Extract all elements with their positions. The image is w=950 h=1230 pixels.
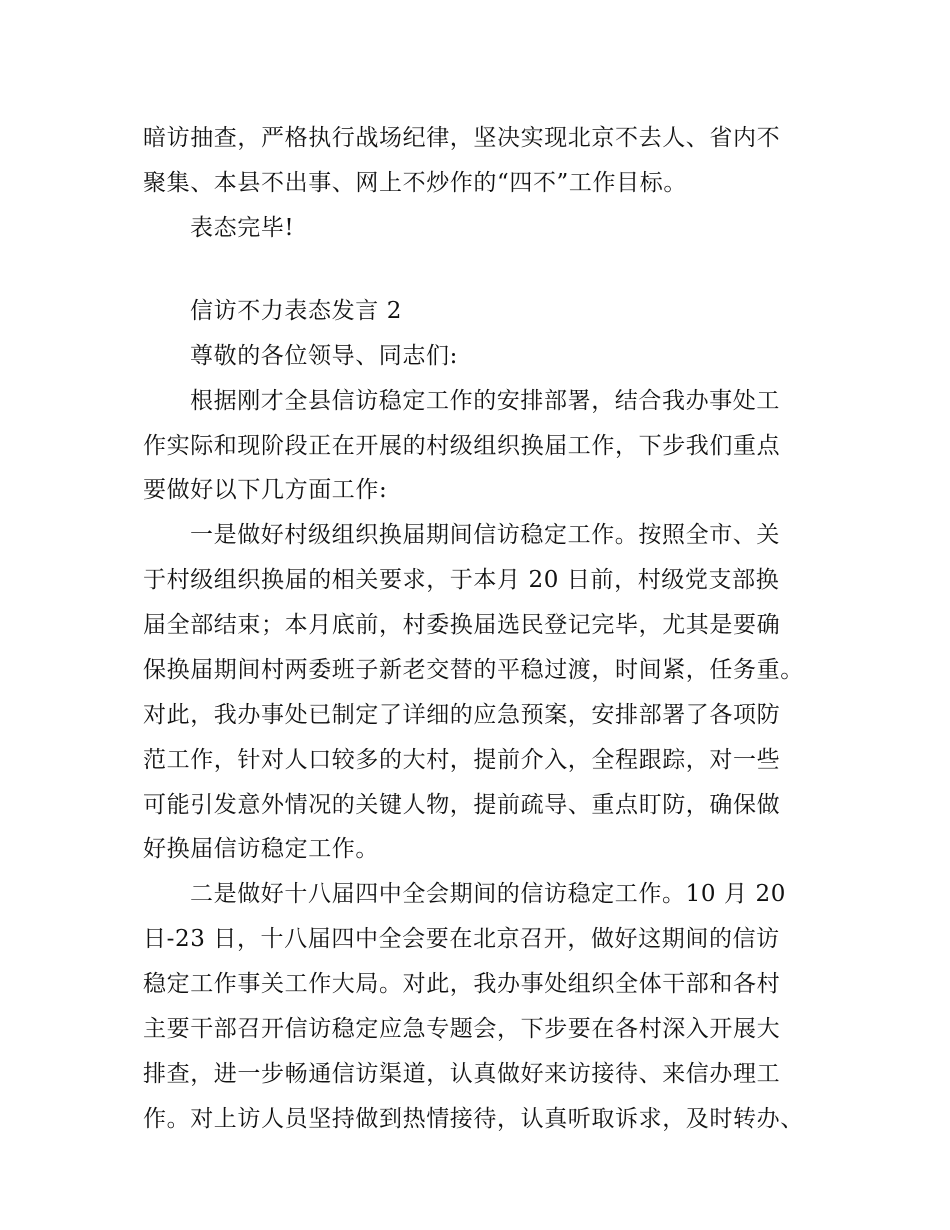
text-line: 二是做好十八届四中全会期间的信访稳定工作。10 月 20 <box>190 881 786 907</box>
text-line: 于村级组织换届的相关要求，于本月 20 日前，村级党支部换 <box>143 567 780 593</box>
text-line: 作实际和现阶段正在开展的村级组织换届工作，下步我们重点 <box>143 433 781 459</box>
text-line: 作。对上访人员坚持做到热情接待，认真听取诉求，及时转办、 <box>143 1106 804 1132</box>
text-line: 根据刚才全县信访稳定工作的安排部署，结合我办事处工 <box>190 388 780 414</box>
text-line: 排查，进一步畅通信访渠道，认真做好来访接待、来信办理工 <box>143 1061 781 1087</box>
text-line: 好换届信访稳定工作。 <box>143 836 379 862</box>
text-line: 要做好以下几方面工作: <box>143 477 388 503</box>
text-line: 表态完毕! <box>190 215 295 241</box>
text-line: 稳定工作事关工作大局。对此，我办事处组织全体干部和各村 <box>143 971 781 997</box>
text-line: 主要干部召开信访稳定应急专题会，下步要在各村深入开展大 <box>143 1016 781 1042</box>
text-line: 日-23 日，十八届四中全会要在北京召开，做好这期间的信访 <box>143 926 780 952</box>
text-line: 届全部结束；本月底前，村委换届选民登记完毕，尤其是要确 <box>143 612 781 638</box>
salutation: 尊敬的各位领导、同志们: <box>190 343 458 369</box>
text-line: 一是做好村级组织换届期间信访稳定工作。按照全市、关 <box>190 522 780 548</box>
text-line: 可能引发意外情况的关键人物，提前疏导、重点盯防，确保做 <box>143 792 781 818</box>
text-line: 范工作，针对人口较多的大村，提前介入，全程跟踪，对一些 <box>143 747 781 773</box>
section-heading: 信访不力表态发言 2 <box>190 298 402 324</box>
text-line: 保换届期间村两委班子新老交替的平稳过渡，时间紧，任务重。 <box>143 657 804 683</box>
text-line: 暗访抽查，严格执行战场纪律，坚决实现北京不去人、省内不 <box>143 125 781 151</box>
text-line: 对此，我办事处已制定了详细的应急预案，安排部署了各项防 <box>143 702 781 728</box>
text-line: 聚集、本县不出事、网上不炒作的“四不”工作目标。 <box>143 170 687 196</box>
